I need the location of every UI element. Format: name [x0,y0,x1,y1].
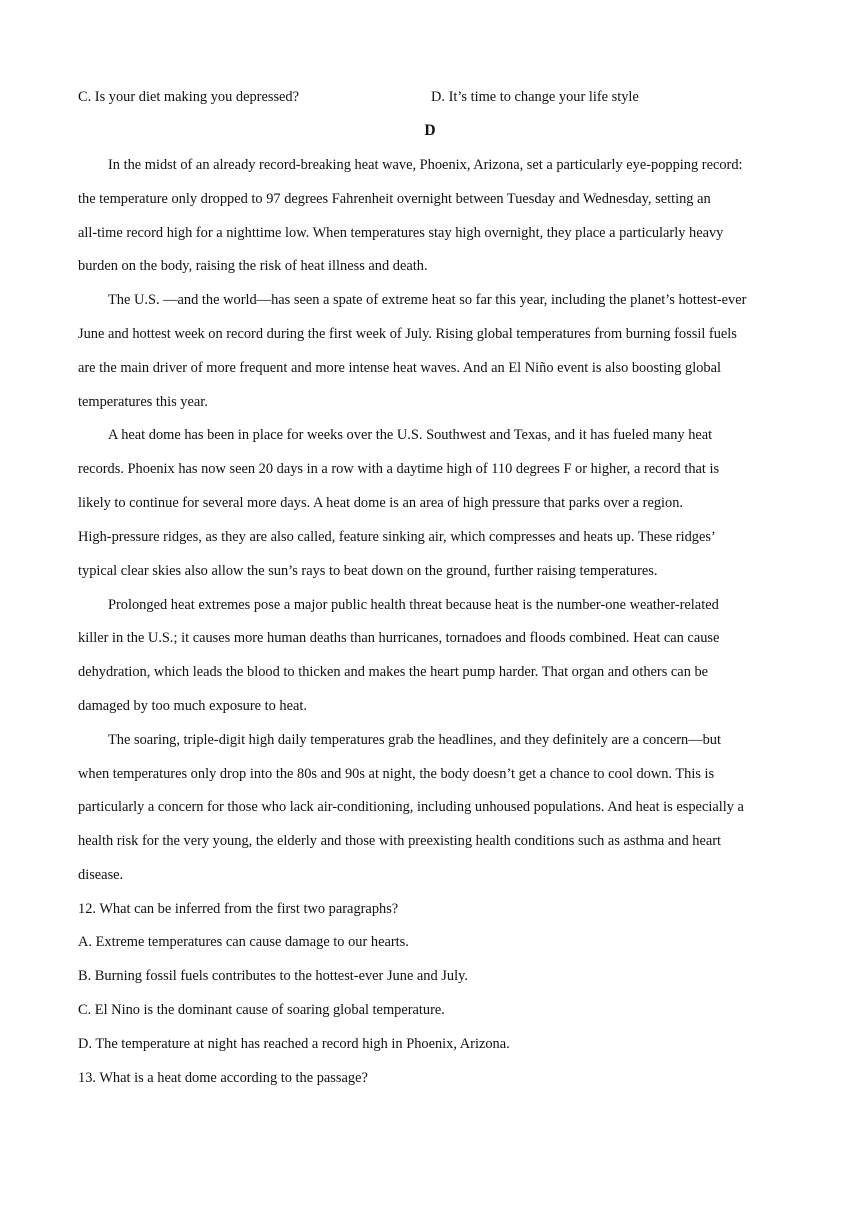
question-12-option-b: B. Burning fossil fuels contributes to the hottest-ever June and July. [78,968,468,984]
passage-line: A heat dome has been in place for weeks over the U.S. Southwest and Texas, and it has fueled many heat [108,427,713,443]
passage-line: likely to continue for several more days. A heat dome is an area of high pressure that parks over a region. [78,495,684,511]
passage-line: The soaring, triple-digit high daily temperatures grab the headlines, and they definitely are a concern—but [108,732,721,748]
passage-line: particularly a concern for those who lack air-conditioning, including unhoused populations. And heat is especially a [78,799,744,815]
passage-line: the temperature only dropped to 97 degrees Fahrenheit overnight between Tuesday and Wednesday, setting an [78,191,711,207]
question-12-option-a: A. Extreme temperatures can cause damage to our hearts. [78,934,409,950]
question-12-option-d: D. The temperature at night has reached a record high in Phoenix, Arizona. [78,1036,510,1052]
passage-line: Prolonged heat extremes pose a major public health threat because heat is the number-one weather-related [108,597,719,613]
passage-line: disease. [78,867,124,883]
passage-line: records. Phoenix has now seen 20 days in a row with a daytime high of 110 degrees F or higher, a record that is [78,461,720,477]
passage-line: health risk for the very young, the elderly and those with preexisting health conditions such as asthma and heart [78,833,722,849]
passage-line: are the main driver of more frequent and more intense heat waves. And an El Niño event is also boosting global [78,360,721,376]
passage-line: In the midst of an already record-breaking heat wave, Phoenix, Arizona, set a particularly eye-popping record: [108,157,743,173]
section-heading: D [424,122,436,139]
passage-line: temperatures this year. [78,394,208,410]
passage-line: The U.S. —and the world—has seen a spate of extreme heat so far this year, including the planet’s hottest-ever [108,292,747,308]
passage-line: High-pressure ridges, as they are also called, feature sinking air, which compresses and heats up. These ridges’ [78,529,716,545]
passage-line: when temperatures only drop into the 80s and 90s at night, the body doesn’t get a chance to cool down. This is [78,766,715,782]
passage-line: burden on the body, raising the risk of heat illness and death. [78,258,428,274]
passage-line: June and hottest week on record during the first week of July. Rising global temperatures from burning fossil fuels [78,326,737,342]
passage-line: all-time record high for a nighttime low. When temperatures stay high overnight, they place a particularly heavy [78,225,724,241]
previous-question-option-d: D. It’s time to change your life style [431,89,639,105]
previous-question-option-c: C. Is your diet making you depressed? [78,89,300,105]
question-13-stem: 13. What is a heat dome according to the passage? [78,1070,368,1086]
passage-line: killer in the U.S.; it causes more human deaths than hurricanes, tornadoes and floods combined. Heat can cause [78,630,720,646]
passage-line: typical clear skies also allow the sun’s rays to beat down on the ground, further raising temperatures. [78,563,658,579]
question-12-stem: 12. What can be inferred from the first two paragraphs? [78,901,399,917]
passage-line: damaged by too much exposure to heat. [78,698,307,714]
question-12-option-c: C. El Nino is the dominant cause of soaring global temperature. [78,1002,445,1018]
passage-line: dehydration, which leads the blood to thicken and makes the heart pump harder. That organ and others can be [78,664,709,680]
